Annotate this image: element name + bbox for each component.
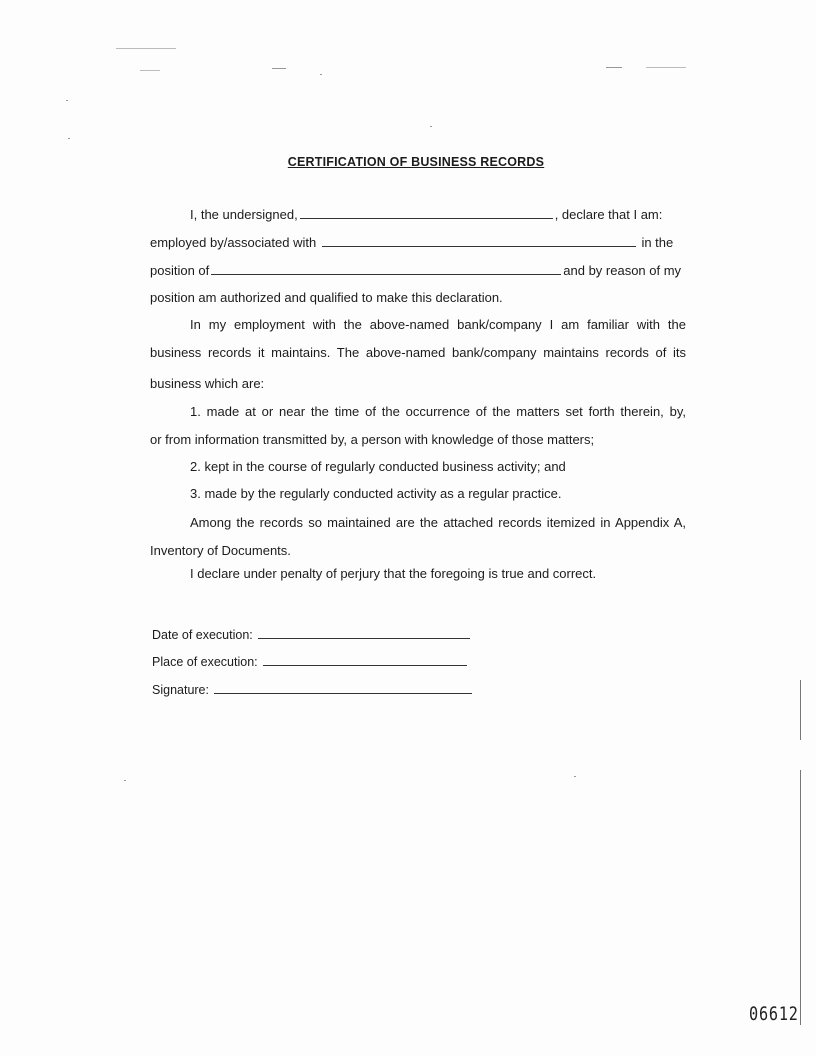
familiarity-line-1: In my employment with the above-named bank/company I am familiar with the (190, 317, 686, 332)
place-label: Place of execution: (152, 655, 258, 669)
perjury-statement: I declare under penalty of perjury that the foregoing is true and correct. (190, 566, 597, 581)
scan-speck (272, 68, 286, 69)
employed-label: employed by/associated with (150, 235, 317, 250)
scan-speck (606, 67, 622, 68)
position-blank[interactable] (211, 262, 561, 275)
scan-speck (116, 48, 176, 49)
scan-speck (646, 67, 686, 68)
document-title: CERTIFICATION OF BUSINESS RECORDS (287, 155, 545, 169)
scan-speck (574, 776, 576, 777)
position-line (150, 262, 681, 279)
signature-blank[interactable] (214, 681, 472, 694)
scan-speck (124, 780, 126, 781)
employer-line (150, 234, 673, 251)
scan-speck (430, 126, 432, 127)
place-field (152, 653, 469, 670)
place-blank[interactable] (263, 653, 467, 666)
item-1-number: 1. (190, 404, 201, 419)
item-2 (190, 459, 566, 475)
appendix-line-2: Inventory of Documents. (150, 543, 291, 558)
item-2-number: 2. (190, 459, 201, 474)
scan-speck (140, 70, 160, 71)
scan-speck (68, 138, 70, 139)
item-3-text: made by the regularly conducted activity as a regular practice. (204, 486, 562, 501)
signature-label: Signature: (152, 683, 209, 697)
reason-label: and by reason of my (563, 263, 682, 278)
date-blank[interactable] (258, 626, 470, 639)
name-blank[interactable] (300, 206, 553, 219)
familiarity-line-2: business records it maintains. The above-named bank/company maintains records of its (150, 345, 686, 360)
date-field (152, 626, 472, 643)
signature-field (152, 681, 474, 698)
position-label: position of (150, 263, 210, 278)
scan-speck (66, 100, 68, 101)
scan-margin-line (800, 770, 801, 1025)
item-3-number: 3. (190, 486, 201, 501)
appendix-line-1: Among the records so maintained are the attached records itemized in Appendix A, (190, 515, 686, 530)
declarant-line (190, 206, 662, 223)
employer-blank[interactable] (322, 234, 636, 247)
familiarity-line-3: business which are: (150, 376, 265, 391)
date-label: Date of execution: (152, 628, 253, 642)
item-1-line-1 (190, 404, 686, 420)
authorized-line: position am authorized and qualified to make this declaration. (150, 290, 503, 305)
scan-speck (320, 74, 322, 75)
in-the-label: in the (641, 235, 674, 250)
declarant-lead: I, the undersigned, (190, 207, 298, 222)
item-3 (190, 486, 561, 502)
scan-margin-line (800, 680, 801, 740)
item-2-text: kept in the course of regularly conducted business activity; and (204, 459, 566, 474)
item-1-text: made at or near the time of the occurrence of the matters set forth therein, by, (206, 404, 686, 419)
bates-number: 06612 (749, 1003, 799, 1025)
item-1-line-2: or from information transmitted by, a person with knowledge of those matters; (150, 432, 595, 447)
declarant-trail: , declare that I am: (554, 207, 663, 222)
